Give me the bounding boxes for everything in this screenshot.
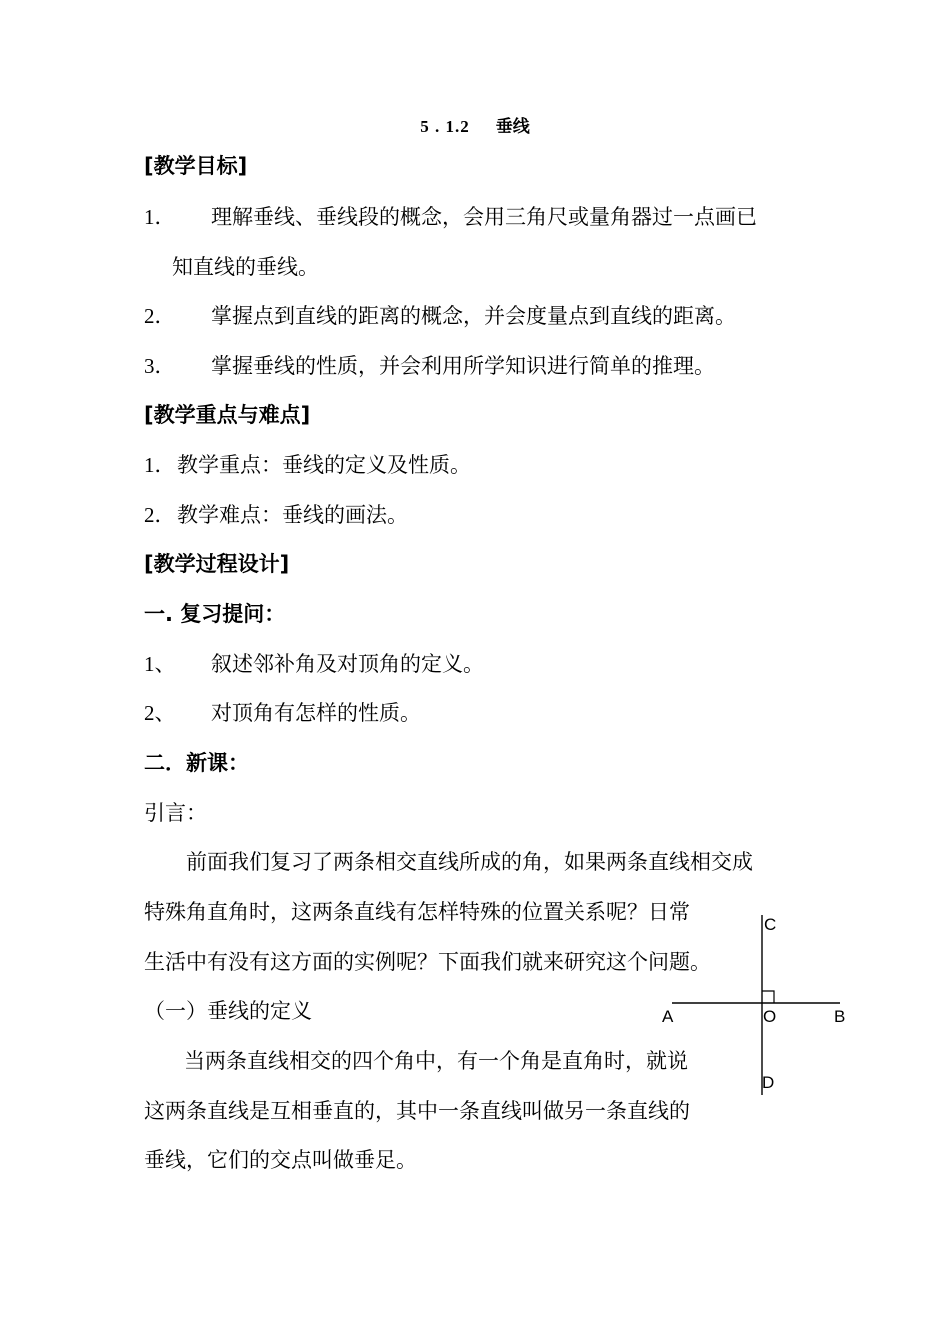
objective-2-text: 掌握点到直线的距离的概念，并会度量点到直线的距离。 [211,304,736,328]
label-b: B [834,1007,846,1026]
objective-1-text: 理解垂线、垂线段的概念，会用三角尺或量角器过一点画已 [211,205,757,229]
objective-2-number: 2． [144,304,176,328]
objective-3-number: 3． [144,354,176,378]
objectives-header: [教学目标] [144,154,248,178]
new-lesson-title: 二．新课： [144,751,249,775]
review-1-number: 1、 [144,652,176,676]
intro-line-2: 特殊角直角时，这两条直线有怎样特殊的位置关系呢？日常 [144,900,690,924]
title-word: 垂线 [495,117,530,137]
keypoint-1-text: 教学重点：垂线的定义及性质。 [177,453,471,477]
review-2-number: 2、 [144,701,176,725]
objective-1-number: 1． [144,205,176,229]
keypoints-header: [教学重点与难点] [144,403,311,427]
label-o: O [763,1007,777,1026]
label-a: A [662,1007,674,1026]
perpendicular-lines-diagram [650,905,860,1100]
label-c: C [764,915,777,934]
keypoint-2-number: 2． [144,503,176,527]
keypoint-2-text: 教学难点：垂线的画法。 [177,503,408,527]
intro-line-3: 生活中有没有这方面的实例呢？下面我们就来研究这个问题。 [144,950,711,974]
definition-line-1: 当两条直线相交的四个角中，有一个角是直角时，就说 [184,1049,688,1073]
objective-1-continuation: 知直线的垂线。 [172,255,319,279]
objective-3-text: 掌握垂线的性质，并会利用所学知识进行简单的推理。 [211,354,715,378]
review-2-text: 对顶角有怎样的性质。 [211,701,421,725]
keypoint-1-number: 1． [144,453,176,477]
definition-line-3: 垂线，它们的交点叫做垂足。 [144,1148,417,1172]
intro-line-1: 前面我们复习了两条相交直线所成的角，如果两条直线相交成 [186,850,753,874]
title-number: 5 . 1.2 [420,117,470,136]
process-header: [教学过程设计] [144,552,290,576]
page-title [0,116,950,138]
definition-line-2: 这两条直线是互相垂直的，其中一条直线叫做另一条直线的 [144,1099,690,1123]
intro-label: 引言： [144,801,207,825]
review-1-text: 叙述邻补角及对顶角的定义。 [211,652,484,676]
right-angle-mark [762,991,774,1003]
section-1-title: （一）垂线的定义 [144,999,312,1023]
label-d: D [762,1073,775,1092]
review-title: 一. 复习提问： [144,602,286,626]
